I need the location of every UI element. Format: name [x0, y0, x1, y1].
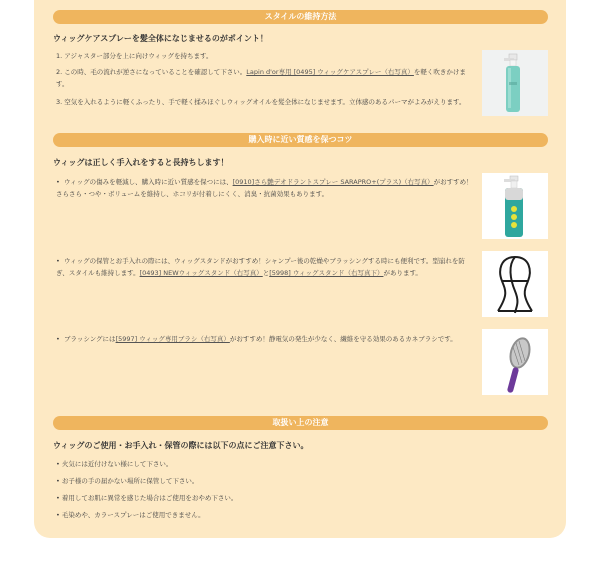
item-text: ウィッグの保管とお手入れの際には、ウィッグスタンドがおすすめ！シャンプー後の乾燥やブラッシングする時にも便利です。型崩れを防ぎ、スタイルも維持します。 — [56, 257, 465, 277]
list-item — [56, 509, 476, 521]
item-text: この時、毛の流れが逆さになっていることを確認して下さい。 — [64, 68, 247, 76]
product-link-wig-stand[interactable]: [5998] ウィッグスタンド（右写真下） — [269, 269, 384, 277]
section-lead: ウィッグケアスプレーを髪全体になじませるのがポイント！ — [53, 34, 268, 43]
product-link-new-wig-stand[interactable]: [0493] NEWウィッグスタンド（右写真） — [139, 269, 263, 277]
product-link-wig-brush[interactable]: [5997] ウィッグ専用ブラシ（右写真） — [115, 335, 230, 343]
list-item — [56, 66, 472, 90]
wig-brush-photo — [482, 329, 548, 395]
bullet-icon: • — [56, 460, 62, 468]
item-number: 1. — [56, 52, 63, 60]
bullet-icon: • — [56, 257, 62, 265]
section-lead: ウィッグは正しく手入れをすると長持ちします！ — [53, 158, 229, 167]
list-item — [56, 255, 474, 279]
item-text: がおすすめ！静電気の発生が少なく、繊維を守る効果のあるカネブラシです。 — [229, 335, 457, 343]
list-item — [56, 458, 476, 470]
item-number: 3. — [56, 98, 63, 106]
item-text: お子様の手の届かない場所に保管して下さい。 — [61, 477, 199, 485]
section-header-cautions: 取扱い上の注意 — [53, 416, 548, 430]
item-text: ウィッグの傷みを軽減し、購入時に近い質感を保つには、 — [63, 178, 233, 186]
bullet-icon: • — [56, 511, 62, 519]
item-text: がおすすめ！さらさら・つや・ボリュームを維持し、ホコリが付着しにくく、消臭・抗菌効果もあります。 — [56, 178, 473, 198]
bullet-icon: • — [56, 477, 62, 485]
product-link-deodorant-spray[interactable]: [0910]さら艶デオドラントスプレー SARAPRO+(プラス)（右写真） — [232, 178, 434, 186]
product-link-care-spray[interactable]: Lapin d'or専用 [0495] ウィッグケアスプレー（右写真） — [246, 68, 414, 76]
list-item — [56, 176, 474, 200]
item-text: を軽く吹きかけます。 — [56, 68, 466, 88]
list-item — [56, 96, 472, 108]
wig-stand-photo — [482, 251, 548, 317]
list-item — [56, 50, 472, 62]
item-text: と — [262, 269, 270, 277]
bullet-icon: • — [56, 494, 62, 502]
list-item — [56, 475, 476, 487]
item-text: アジャスター部分を上に向けウィッグを持ちます。 — [64, 52, 213, 60]
bullet-icon: • — [56, 178, 62, 186]
list-item — [56, 492, 476, 504]
item-text: 毛染めや、カラースプレーはご使用できません。 — [61, 511, 205, 519]
spray-bottle-photo — [482, 50, 548, 116]
list-item — [56, 333, 474, 345]
item-text: があります。 — [383, 269, 422, 277]
item-text: 着用してお肌に異常を感じた場合はご使用をおやめ下さい。 — [61, 494, 238, 502]
section-lead: ウィッグのご使用・お手入れ・保管の際には以下の点にご注意下さい。 — [53, 441, 309, 450]
item-number: 2. — [56, 68, 63, 76]
section-header-texture-tips: 購入時に近い質感を保つコツ — [53, 133, 548, 147]
item-text: ブラッシングには — [63, 335, 116, 343]
item-text: 空気を入れるように軽くふったり、手で軽く揉みほぐしウィッグオイルを髪全体になじませます。立体感のあるパーマがよみがえります。 — [64, 98, 466, 106]
section-header-style-maintenance: スタイルの維持方法 — [53, 10, 548, 24]
bullet-icon: • — [56, 335, 62, 343]
item-text: 火気には近付けない様にして下さい。 — [61, 460, 173, 468]
deodorant-spray-photo — [482, 173, 548, 239]
